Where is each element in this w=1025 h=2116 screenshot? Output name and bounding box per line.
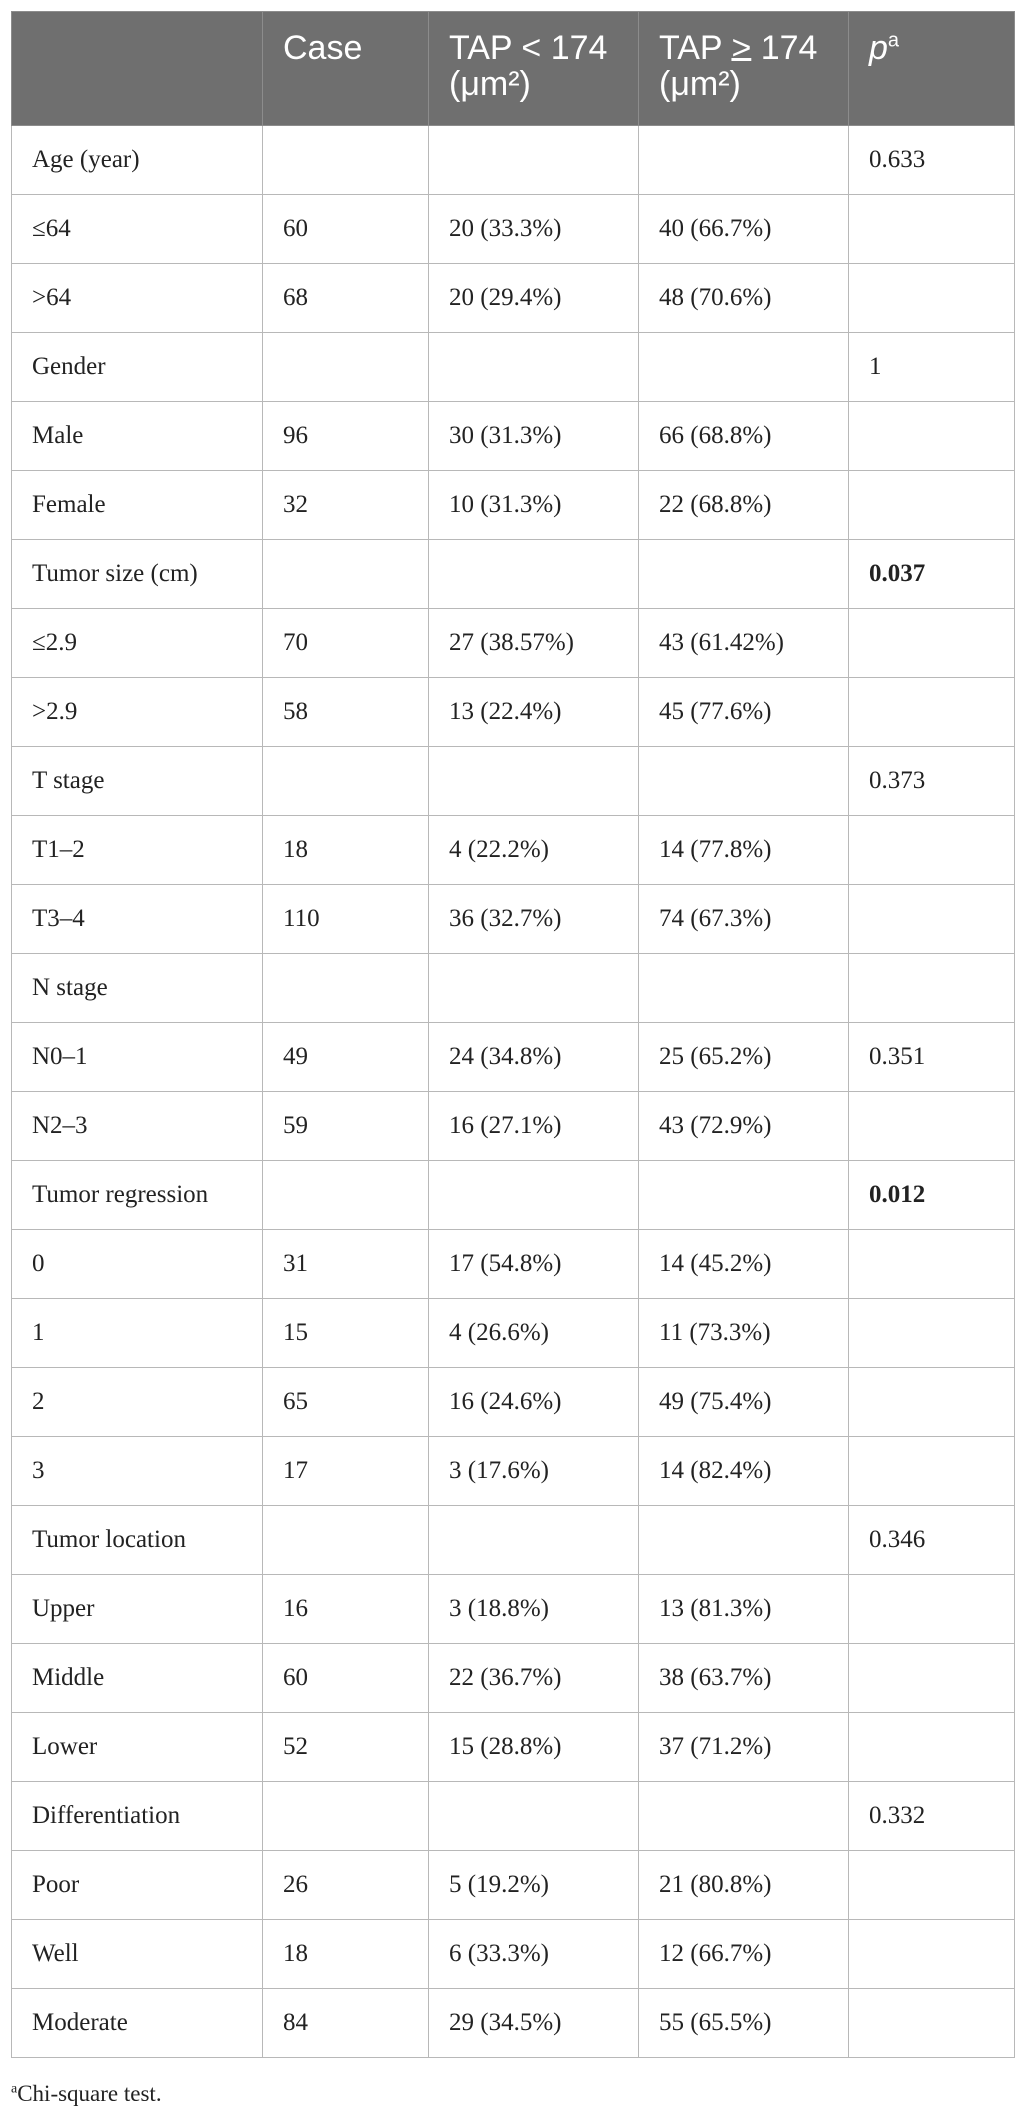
case-cell: 26 [263,1851,429,1920]
case-cell: 68 [263,264,429,333]
table-row [12,1437,1015,1506]
header-blank [12,12,263,126]
tap-high-cell: 43 (61.42%) [639,609,849,678]
header-case: Case [263,12,429,126]
row-label-cell: Tumor regression [12,1161,263,1230]
header-p-value [849,12,1015,126]
footnote-text: Chi-square test. [17,2081,162,2106]
p-value-cell [849,885,1015,954]
table-row [12,1713,1015,1782]
tap-low-cell [429,540,639,609]
case-cell: 32 [263,471,429,540]
tap-low-cell [429,954,639,1023]
case-cell: 65 [263,1368,429,1437]
row-label-cell: T stage [12,747,263,816]
tap-high-cell: 48 (70.6%) [639,264,849,333]
table-row [12,1230,1015,1299]
tap-high-cell: 21 (80.8%) [639,1851,849,1920]
p-value-cell [849,1713,1015,1782]
header-tap-high-sign: > [731,29,752,67]
case-cell: 17 [263,1437,429,1506]
tap-high-cell: 45 (77.6%) [639,678,849,747]
row-label-cell: Differentiation [12,1782,263,1851]
p-value-cell [849,1230,1015,1299]
p-value-cell [849,954,1015,1023]
case-cell: 96 [263,402,429,471]
p-value-cell [849,1851,1015,1920]
row-label-cell: Male [12,402,263,471]
table-row [12,1782,1015,1851]
tap-low-cell: 30 (31.3%) [429,402,639,471]
table-row [12,1299,1015,1368]
row-label-cell: 0 [12,1230,263,1299]
header-tap-high [639,12,849,126]
tap-high-cell [639,747,849,816]
tap-high-cell: 55 (65.5%) [639,1989,849,2058]
row-label-cell: Lower [12,1713,263,1782]
table-row [12,1506,1015,1575]
table-row [12,954,1015,1023]
tap-high-cell [639,1161,849,1230]
case-cell: 60 [263,1644,429,1713]
row-label-cell: 1 [12,1299,263,1368]
case-cell [263,333,429,402]
tap-low-cell [429,1782,639,1851]
tap-high-cell: 49 (75.4%) [639,1368,849,1437]
tap-low-cell: 20 (29.4%) [429,264,639,333]
p-value-cell: 0.012 [849,1161,1015,1230]
p-value-cell: 1 [849,333,1015,402]
p-value-cell [849,609,1015,678]
tap-low-cell: 10 (31.3%) [429,471,639,540]
table-row [12,1161,1015,1230]
row-label-cell: N2–3 [12,1092,263,1161]
table-row [12,333,1015,402]
header-tap-high-prefix: TAP [659,29,732,67]
row-label-cell: >2.9 [12,678,263,747]
tap-high-cell: 14 (45.2%) [639,1230,849,1299]
p-value-cell: 0.346 [849,1506,1015,1575]
tap-low-cell [429,126,639,195]
case-cell [263,540,429,609]
p-value-cell: 0.037 [849,540,1015,609]
tap-low-cell: 16 (27.1%) [429,1092,639,1161]
table-row [12,471,1015,540]
case-cell [263,1506,429,1575]
table-body [12,126,1015,2058]
p-value-cell [849,402,1015,471]
tap-low-cell: 29 (34.5%) [429,1989,639,2058]
case-cell [263,1161,429,1230]
case-cell: 18 [263,1920,429,1989]
tap-low-cell [429,747,639,816]
p-value-cell [849,471,1015,540]
tap-low-cell [429,1161,639,1230]
row-label-cell: Poor [12,1851,263,1920]
tap-high-cell: 11 (73.3%) [639,1299,849,1368]
tap-low-cell: 17 (54.8%) [429,1230,639,1299]
case-cell: 58 [263,678,429,747]
p-value-cell [849,678,1015,747]
p-value-cell [849,1437,1015,1506]
row-label-cell: Gender [12,333,263,402]
row-label-cell: T3–4 [12,885,263,954]
table-row [12,1575,1015,1644]
row-label-cell: 2 [12,1368,263,1437]
tap-low-cell: 3 (18.8%) [429,1575,639,1644]
p-value-cell [849,1368,1015,1437]
case-cell: 84 [263,1989,429,2058]
tap-high-cell: 66 (68.8%) [639,402,849,471]
row-label-cell: N0–1 [12,1023,263,1092]
tap-low-cell: 5 (19.2%) [429,1851,639,1920]
data-table [11,11,1015,2058]
row-label-cell: ≤2.9 [12,609,263,678]
row-label-cell: Middle [12,1644,263,1713]
p-value-cell [849,264,1015,333]
table-row [12,1644,1015,1713]
p-value-cell [849,816,1015,885]
table-row [12,1023,1015,1092]
row-label-cell: Well [12,1920,263,1989]
tap-high-cell: 14 (82.4%) [639,1437,849,1506]
table-row [12,816,1015,885]
case-cell: 31 [263,1230,429,1299]
case-cell: 70 [263,609,429,678]
header-tap-low [429,12,639,126]
header-tap-high-unit: (μm²) [659,65,741,103]
tap-low-cell [429,333,639,402]
tap-low-cell: 27 (38.57%) [429,609,639,678]
row-label-cell: Tumor location [12,1506,263,1575]
header-tap-low-label: TAP < 174 [449,29,608,67]
tap-low-cell: 3 (17.6%) [429,1437,639,1506]
table-row [12,1851,1015,1920]
tap-low-cell: 20 (33.3%) [429,195,639,264]
row-label-cell: 3 [12,1437,263,1506]
tap-low-cell: 4 (22.2%) [429,816,639,885]
header-p-label: p [869,29,888,67]
row-label-cell: ≤64 [12,195,263,264]
tap-low-cell: 22 (36.7%) [429,1644,639,1713]
case-cell [263,1782,429,1851]
table-row [12,1989,1015,2058]
tap-high-cell [639,1506,849,1575]
table-header [12,12,1015,126]
row-label-cell: >64 [12,264,263,333]
tap-high-cell: 14 (77.8%) [639,816,849,885]
row-label-cell: Upper [12,1575,263,1644]
case-cell: 15 [263,1299,429,1368]
p-value-cell: 0.351 [849,1023,1015,1092]
p-value-cell: 0.633 [849,126,1015,195]
table-row [12,402,1015,471]
table-row [12,540,1015,609]
tap-high-cell: 74 (67.3%) [639,885,849,954]
table-row [12,609,1015,678]
header-tap-low-unit: (μm²) [449,65,531,103]
table-row [12,195,1015,264]
tap-high-cell: 22 (68.8%) [639,471,849,540]
tap-low-cell: 4 (26.6%) [429,1299,639,1368]
case-cell [263,126,429,195]
table-row [12,1092,1015,1161]
p-value-cell [849,1644,1015,1713]
p-value-cell [849,1299,1015,1368]
case-cell: 110 [263,885,429,954]
header-tap-high-value: 174 [751,29,818,67]
case-cell: 16 [263,1575,429,1644]
case-cell: 60 [263,195,429,264]
tap-low-cell [429,1506,639,1575]
tap-low-cell: 24 (34.8%) [429,1023,639,1092]
tap-high-cell: 43 (72.9%) [639,1092,849,1161]
table-row [12,885,1015,954]
case-cell [263,747,429,816]
tap-low-cell: 13 (22.4%) [429,678,639,747]
tap-high-cell: 38 (63.7%) [639,1644,849,1713]
p-value-cell: 0.373 [849,747,1015,816]
p-value-cell: 0.332 [849,1782,1015,1851]
table-footnote [11,2081,162,2107]
tap-low-cell: 16 (24.6%) [429,1368,639,1437]
tap-high-cell [639,333,849,402]
case-cell: 52 [263,1713,429,1782]
tap-low-cell: 15 (28.8%) [429,1713,639,1782]
header-row [12,12,1015,126]
tap-high-cell: 40 (66.7%) [639,195,849,264]
p-value-cell [849,195,1015,264]
tap-low-cell: 6 (33.3%) [429,1920,639,1989]
row-label-cell: Moderate [12,1989,263,2058]
tap-high-cell: 25 (65.2%) [639,1023,849,1092]
table-row [12,1368,1015,1437]
tap-high-cell: 37 (71.2%) [639,1713,849,1782]
table-row [12,264,1015,333]
tap-high-cell [639,954,849,1023]
table-row [12,1920,1015,1989]
p-value-cell [849,1092,1015,1161]
row-label-cell: T1–2 [12,816,263,885]
header-p-footnote-marker: a [887,29,900,52]
tap-high-cell: 13 (81.3%) [639,1575,849,1644]
table-row [12,747,1015,816]
tap-high-cell [639,540,849,609]
case-cell: 49 [263,1023,429,1092]
footnote-marker: a [11,2081,18,2097]
p-value-cell [849,1920,1015,1989]
table-row [12,126,1015,195]
p-value-cell [849,1989,1015,2058]
case-cell [263,954,429,1023]
p-value-cell [849,1575,1015,1644]
case-cell: 18 [263,816,429,885]
tap-high-cell [639,1782,849,1851]
table-container [11,11,1015,2058]
tap-high-cell [639,126,849,195]
row-label-cell: N stage [12,954,263,1023]
row-label-cell: Female [12,471,263,540]
case-cell: 59 [263,1092,429,1161]
tap-high-cell: 12 (66.7%) [639,1920,849,1989]
row-label-cell: Tumor size (cm) [12,540,263,609]
table-row [12,678,1015,747]
tap-low-cell: 36 (32.7%) [429,885,639,954]
row-label-cell: Age (year) [12,126,263,195]
